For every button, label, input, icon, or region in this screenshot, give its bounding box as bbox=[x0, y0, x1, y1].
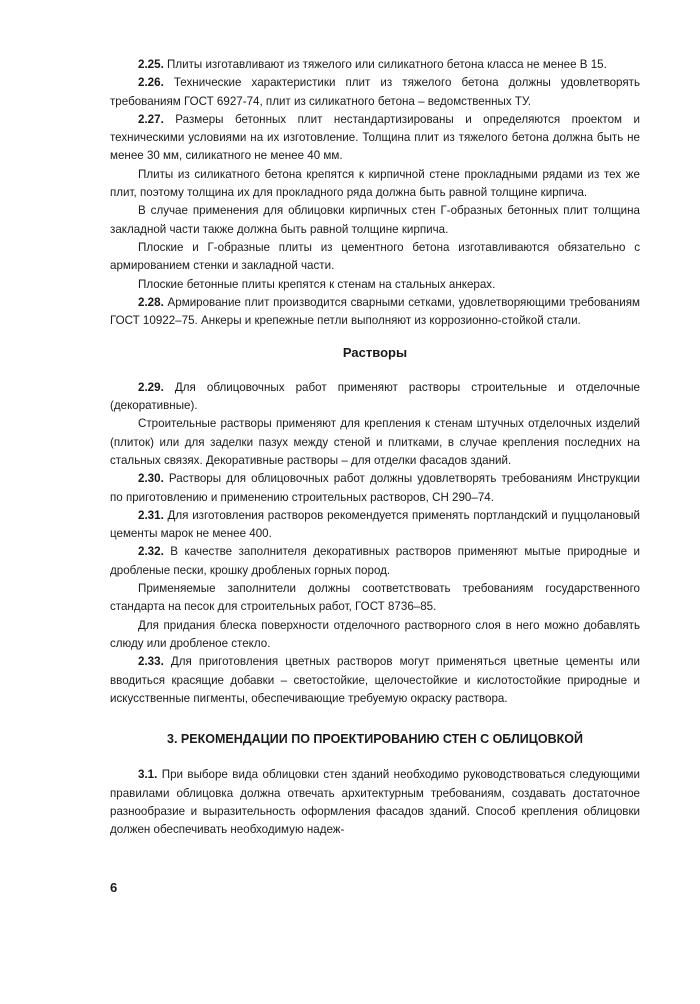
clause-number: 2.30. bbox=[138, 472, 164, 486]
paragraph-text: Технические характеристики плит из тяжелого бетона должны удовлетворять требованиям ГОСТ 6927-74, плит из силикатного бетона – ведомственных ТУ. bbox=[110, 76, 640, 108]
clause-number: 2.27. bbox=[138, 112, 164, 126]
paragraph-text: Плиты изготавливают из тяжелого или силикатного бетона класса не менее В 15. bbox=[163, 58, 607, 71]
paragraph bbox=[110, 653, 640, 708]
clause-number: 2.29. bbox=[138, 380, 164, 394]
page-content bbox=[110, 56, 640, 840]
paragraph-group-plates bbox=[110, 56, 640, 330]
page-number: 6 bbox=[110, 880, 118, 895]
clause-number: 2.25. bbox=[138, 58, 164, 71]
paragraph-text: Растворы для облицовочных работ должны удовлетворять требованиям Инструкции по приготовлению и применению строительных растворов, СН 290–74. bbox=[110, 472, 640, 504]
subsection-heading: Растворы bbox=[342, 345, 408, 361]
paragraph bbox=[110, 507, 640, 544]
paragraph-text: Строительные растворы применяют для крепления к стенам штучных отделочных изделий (плиток) или для заделки пазух между стеной и плитками, в случае крепления последних на стальных связях. Декоративные растворы – для отделки фасадов зданий. bbox=[110, 417, 640, 467]
paragraph bbox=[110, 239, 640, 276]
paragraph bbox=[110, 543, 640, 580]
section-heading: 3. РЕКОМЕНДАЦИИ ПО ПРОЕКТИРОВАНИЮ СТЕН С ОБЛИЦОВКОЙ bbox=[167, 732, 583, 747]
clause-number: 2.32. bbox=[138, 545, 164, 559]
paragraph-group-mortars bbox=[110, 379, 640, 708]
paragraph bbox=[110, 580, 640, 617]
paragraph bbox=[110, 294, 640, 331]
paragraph bbox=[110, 470, 640, 507]
paragraph-text: В качестве заполнителя декоративных растворов применяют мытые природные и дробленые пески, крошку дробленых горных пород. bbox=[110, 545, 640, 577]
clause-number: 2.28. bbox=[138, 295, 164, 309]
paragraph-text: Для придания блеска поверхности отделочного растворного слоя в него можно добавлять слюду или дробленое стекло. bbox=[110, 618, 640, 650]
paragraph bbox=[110, 202, 640, 239]
clause-number: 2.33. bbox=[138, 655, 164, 669]
paragraph bbox=[110, 74, 640, 111]
paragraph bbox=[110, 56, 640, 74]
paragraph-text: В случае применения для облицовки кирпичных стен Г-образных бетонных плит толщина закладной части также должна быть равной толщине кирпича. bbox=[110, 204, 640, 236]
clause-number: 2.26. bbox=[138, 76, 164, 90]
paragraph bbox=[110, 276, 640, 294]
paragraph-text: Плоские бетонные плиты крепятся к стенам на стальных анкерах. bbox=[138, 277, 496, 291]
paragraph bbox=[110, 617, 640, 654]
paragraph bbox=[110, 379, 640, 416]
paragraph bbox=[110, 415, 640, 470]
paragraph-text: Применяемые заполнители должны соответствовать требованиям государственного стандарта на песок для строительных работ, ГОСТ 8736–85. bbox=[110, 582, 640, 614]
clause-number: 2.31. bbox=[138, 508, 164, 522]
paragraph bbox=[110, 766, 640, 839]
paragraph-text: Для приготовления цветных растворов могут применяться цветные цементы или вводиться красящие добавки – светостойкие, щелочестойкие и кислотостойкие природные и искусственные пигменты, обеспечивающие требуемую окраску раствора. bbox=[110, 655, 640, 705]
paragraph-group-recommendations bbox=[110, 766, 640, 839]
paragraph-text: Размеры бетонных плит нестандартизированы и определяются проектом и техническими условиями на их изготовление. Толщина плит из тяжелого бетона должна быть не менее 30 мм, силикатного не менее 40 мм. bbox=[110, 112, 640, 163]
paragraph-text: Для изготовления растворов рекомендуется применять портландский и пуццолановый цементы марок не менее 400. bbox=[110, 508, 640, 541]
paragraph bbox=[110, 166, 640, 203]
paragraph-text: Армирование плит производится сварными сетками, удовлетворяющими требованиям ГОСТ 10922–75. Анкеры и крепежные петли выполняют из коррозионно-стойкой стали. bbox=[110, 295, 640, 328]
paragraph-text: Для облицовочных работ применяют растворы строительные и отделочные (декоративные). bbox=[110, 380, 640, 413]
clause-number: 3.1. bbox=[138, 768, 158, 782]
paragraph-text: Плоские и Г-образные плиты из цементного бетона изготавливаются обязательно с армированием стенки и закладной части. bbox=[110, 240, 640, 273]
paragraph-text: При выборе вида облицовки стен зданий необходимо руководствоваться следующими правилами облицовка должна отвечать архитектурным требованиям, создавать достаточное разнообразие и выразительность оформления фасадов зданий. Способ крепления облицовки должен обеспечивать необходимую надеж- bbox=[110, 768, 640, 837]
paragraph-text: Плиты из силикатного бетона крепятся к кирпичной стене прокладными рядами из тех же плит, поэтому толщина их для прокладного ряда должна быть равной толщине кирпича. bbox=[110, 167, 640, 200]
paragraph bbox=[110, 111, 640, 166]
